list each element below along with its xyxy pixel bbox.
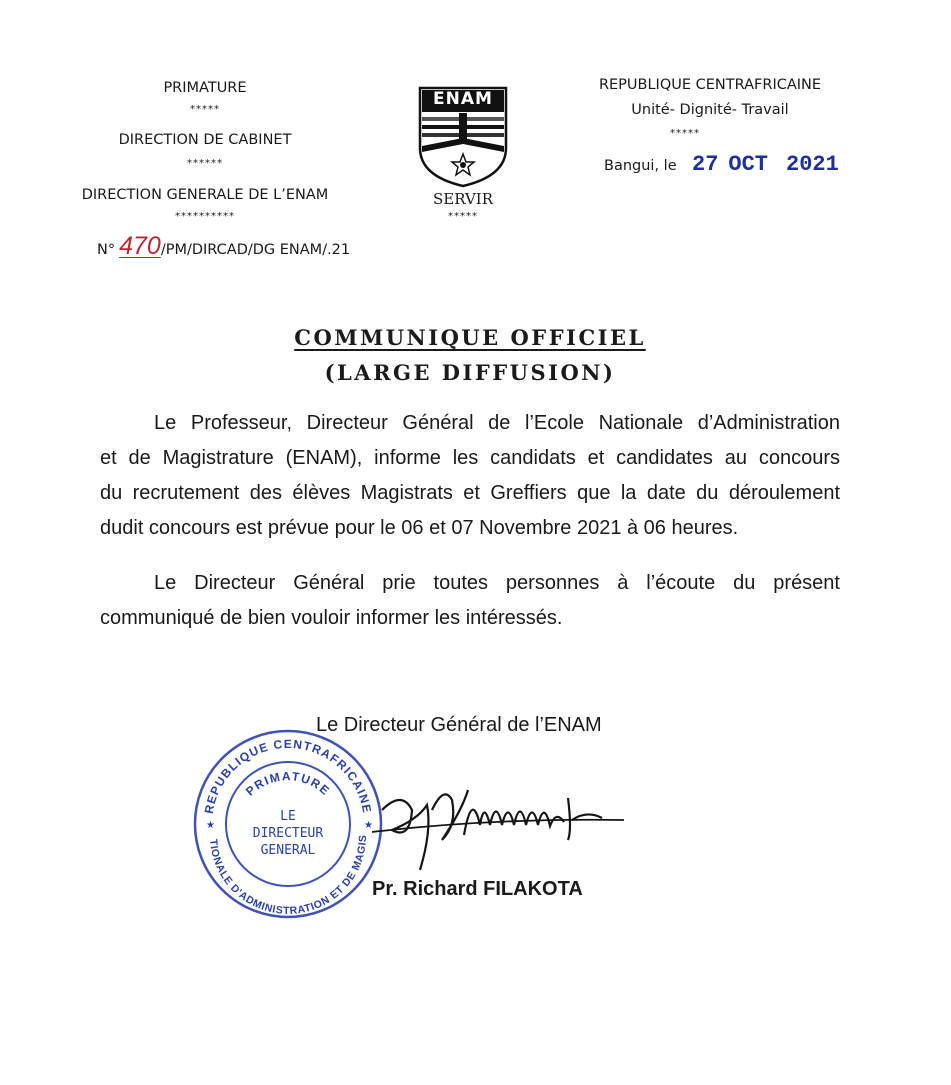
date-stamp-day: 27 bbox=[692, 152, 719, 177]
document-subtitle: (LARGE DIFFUSION) bbox=[324, 360, 616, 385]
signature-scribble-icon bbox=[372, 770, 632, 880]
reference-suffix: /PM/DIRCAD/DG ENAM/.21 bbox=[160, 242, 351, 258]
header-direction-cabinet: DIRECTION DE CABINET bbox=[118, 132, 292, 148]
official-stamp bbox=[192, 728, 384, 920]
paragraph-1 bbox=[100, 406, 840, 546]
header-separator: ********** bbox=[175, 211, 235, 222]
header-republique: REPUBLIQUE CENTRAFRICAINE bbox=[598, 77, 822, 93]
logo-motto: SERVIR bbox=[432, 190, 494, 208]
date-label: Bangui, le bbox=[604, 158, 677, 174]
header-separator: ***** bbox=[670, 128, 700, 139]
stamp-star-icon: ★ bbox=[206, 820, 215, 831]
date-stamp bbox=[692, 152, 839, 177]
logo-text: ENAM bbox=[433, 89, 493, 109]
paragraph-line: dudit concours est prévue pour le 06 et 07 Novembre 2021 à 06 heures. bbox=[100, 517, 739, 539]
stamp-outer-bottom-text: TIONALE D'ADMINISTRATION ET DE MAGIS bbox=[207, 834, 370, 918]
signature-title: Le Directeur Général de l’ENAM bbox=[316, 714, 602, 736]
date-stamp-year: 2021 bbox=[786, 152, 839, 177]
paragraph-2 bbox=[100, 566, 840, 636]
document-title bbox=[200, 325, 740, 350]
header-separator: ***** bbox=[190, 104, 220, 115]
paragraph-line: Le Directeur Général prie toutes personnes à l’écoute du présent bbox=[154, 572, 840, 594]
paragraph-line: et de Magistrature (ENAM), informe les candidats et candidates au concours bbox=[100, 447, 840, 469]
svg-text:PRIMATURE bbox=[243, 769, 333, 798]
reference-prefix: N° bbox=[97, 242, 116, 258]
header-devise: Unité- Dignité- Travail bbox=[631, 102, 789, 118]
stamp-inner-top-text: PRIMATURE bbox=[243, 769, 333, 799]
stamp-star-icon: ★ bbox=[364, 820, 373, 831]
reference-handwritten-number: 470 bbox=[119, 232, 161, 260]
header-primature: PRIMATURE bbox=[163, 80, 247, 96]
logo-stars: ***** bbox=[448, 211, 478, 222]
paragraph-line: communiqué de bien vouloir informer les intéressés. bbox=[100, 607, 563, 629]
stamp-outer-top-text: REPUBLIQUE CENTRAFRICAINE bbox=[201, 736, 375, 815]
reference-number bbox=[97, 232, 350, 261]
enam-logo bbox=[418, 86, 508, 188]
stamp-center-line2: DIRECTEUR bbox=[252, 826, 324, 841]
official-seal-icon bbox=[192, 728, 384, 920]
header-direction-generale: DIRECTION GENERALE DE L’ENAM bbox=[81, 187, 329, 203]
signatory-name: Pr. Richard FILAKOTA bbox=[372, 878, 583, 900]
stamp-center-line3: GENERAL bbox=[260, 843, 316, 858]
title-main: COMMUNIQUE OFFICIEL bbox=[294, 325, 646, 350]
stamp-center-line1: LE bbox=[280, 809, 296, 824]
handwritten-signature bbox=[372, 770, 632, 880]
header-separator: ****** bbox=[187, 158, 223, 169]
paragraph-line: du recrutement des élèves Magistrats et Greffiers que la date du déroulement bbox=[100, 482, 840, 504]
date-stamp-month: OCT bbox=[728, 152, 769, 177]
paragraph-line: Le Professeur, Directeur Général de l’Ecole Nationale d’Administration bbox=[154, 412, 840, 434]
